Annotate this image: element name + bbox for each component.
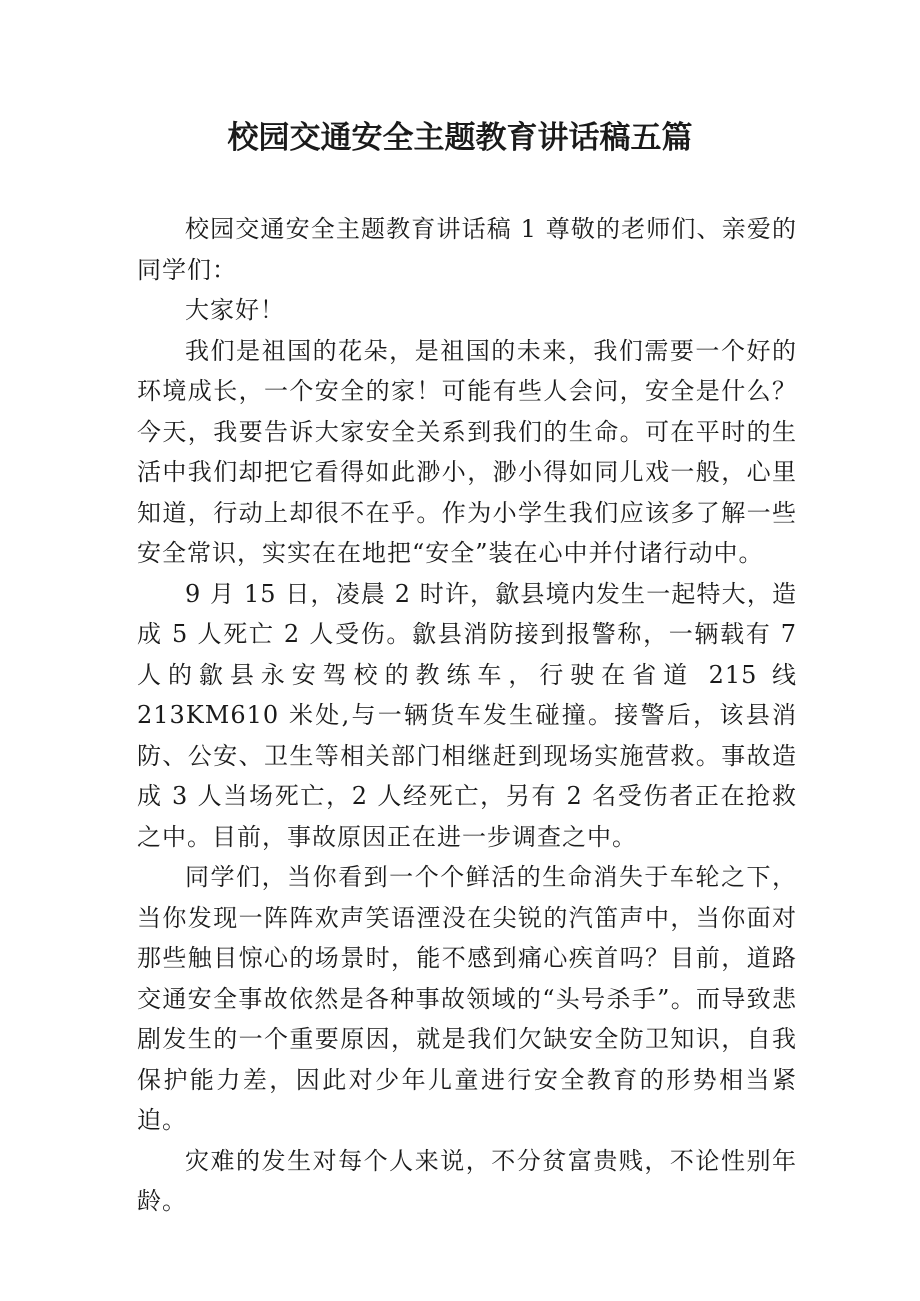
paragraph-safety-importance: 我们是祖国的花朵，是祖国的未来，我们需要一个好的环境成长，一个安全的家！可能有些人会问，安全是什么？今天，我要告诉大家安全关系到我们的生命。可在平时的生活中我们却把它看得如此渺小，渺小得如同儿戏一般，心里知道，行动上却很不在乎。作为小学生我们应该多了解一些安全常识，实实在在地把“安全”装在心中并付诸行动中。 (137, 336, 797, 567)
document-title: 校园交通安全主题教育讲话稿五篇 (227, 120, 693, 156)
paragraph-disaster: 灾难的发生对每个人来说，不分贫富贵贱，不论性别年龄。 (137, 1146, 797, 1215)
paragraph-hello: 大家好！ (185, 296, 285, 324)
document-body (137, 209, 797, 1222)
paragraph-greeting-intro: 校园交通安全主题教育讲话稿 1 尊敬的老师们、亲爱的同学们： (137, 215, 797, 284)
paragraph-accident-report: 9 月 15 日，凌晨 2 时许，歙县境内发生一起特大，造成 5 人死亡 2 人受伤。歙县消防接到报警称，一辆载有 7 人的歙县永安驾校的教练车，行驶在省道 215 线 213KM610 米处,与一辆货车发生碰撞。接警后，该县消防、公安、卫生等相关部门相继赶到现场实施营救。事故造成 3 人当场死亡，2 人经死亡，另有 2 名受伤者正在抢救之中。目前，事故原因正在进一步调查之中。 (137, 579, 797, 851)
paragraph-appeal: 同学们，当你看到一个个鲜活的生命消失于车轮之下，当你发现一阵阵欢声笑语湮没在尖锐的汽笛声中，当你面对那些触目惊心的场景时，能不感到痛心疾首吗？目前，道路交通安全事故依然是各种事故领域的“头号杀手”。而导致悲剧发生的一个重要原因，就是我们欠缺安全防卫知识，自我保护能力差，因此对少年儿童进行安全教育的形势相当紧迫。 (137, 863, 797, 1134)
